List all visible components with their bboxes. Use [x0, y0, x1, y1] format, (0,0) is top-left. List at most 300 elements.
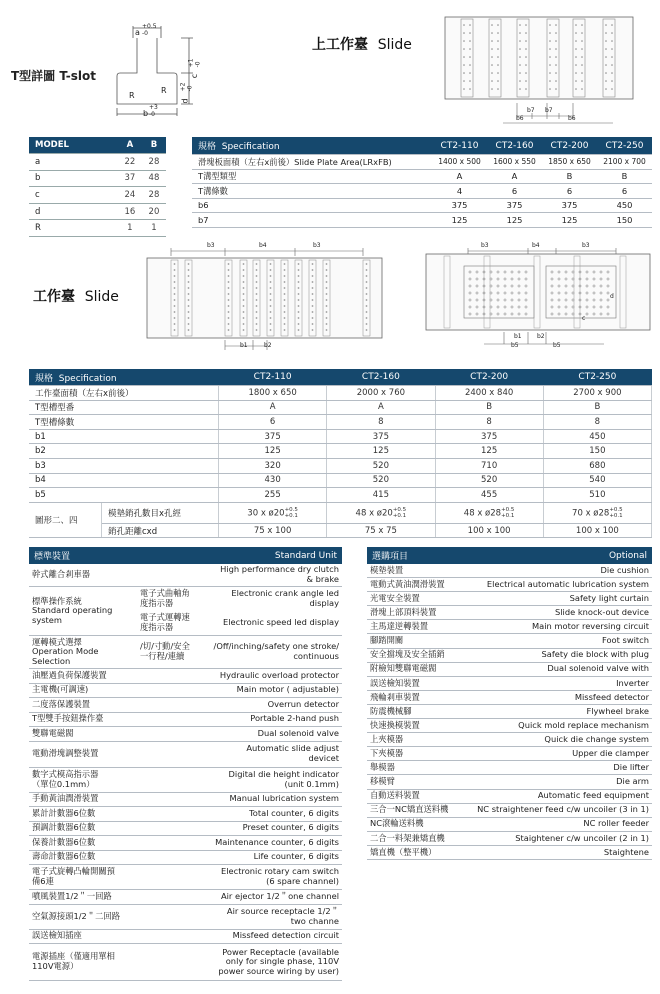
slide-hole [605, 40, 607, 42]
table-spec-label: b4 [29, 473, 219, 488]
slide-hole [519, 72, 521, 74]
table-hole [284, 281, 286, 283]
table-hole [366, 317, 368, 319]
slide-spec-cell: B [542, 169, 597, 184]
model-table [29, 137, 166, 237]
slide-hole [469, 56, 471, 58]
optional-item-en: Flywheel brake [586, 705, 649, 716]
optional-item-zh: 移模臂 [370, 776, 395, 787]
table-spec-pin-cell [543, 502, 651, 523]
table-hole [312, 323, 314, 325]
table-r-label-b5-2: b5 [553, 342, 561, 349]
slide-spec-cell: 2100 x 700 [597, 155, 652, 170]
slide-hole [525, 72, 527, 74]
table-spec-label: b1 [29, 429, 219, 444]
slide-hole [611, 48, 613, 50]
slide-spec-cell: A [487, 169, 542, 184]
tslot-label-a: a [135, 28, 140, 37]
standard-item-en: Hydraulic overload protector [219, 669, 339, 680]
optional-item [367, 592, 652, 606]
optional-item-en: Safety light curtain [569, 592, 649, 603]
table-spec-table [29, 369, 652, 538]
table-hole [188, 275, 190, 277]
slide-hole [555, 88, 557, 90]
slide-spec-header-zh: 規格 [198, 142, 217, 152]
standard-item-zh: 累計計數器6位數 [32, 807, 96, 818]
optional-item-en: Die arm [616, 776, 649, 787]
optional-item [367, 564, 652, 578]
standard-item [29, 564, 342, 587]
table-hole [284, 329, 286, 331]
pin-base: 30 x ø20 [247, 508, 285, 519]
standard-item [29, 636, 342, 669]
slide-spec-model: CT2-200 [542, 137, 597, 155]
table-hole [298, 323, 300, 325]
tslot-label-d-tol: +2 -0 [179, 82, 194, 92]
optional-item-en: Quick die change system [544, 733, 649, 744]
table-hole [228, 293, 230, 295]
table-hole [188, 263, 190, 265]
table-hole [326, 269, 328, 271]
slide-spec-cell: 6 [487, 184, 542, 199]
pin-tol: +0.5 +0.1 [284, 506, 298, 519]
slide-spec-header [192, 137, 432, 155]
table-r-label-b1: b1 [514, 333, 522, 340]
table-hole [188, 269, 190, 271]
optional-item-en: Die lifter [613, 762, 649, 773]
table-title [33, 286, 119, 306]
standard-item-zh: 數字式模高指示器 （單位0.1mm） [32, 768, 99, 789]
slide-hole [549, 56, 551, 58]
table-hole [298, 263, 300, 265]
tslot-label-d: d [180, 98, 190, 104]
slide-hole [469, 80, 471, 82]
slide-hole [611, 32, 613, 34]
table-hole [270, 311, 272, 313]
optional-item-zh: 舉模器 [370, 762, 395, 773]
table-spec-cell: 125 [435, 444, 543, 459]
table-hole [298, 299, 300, 301]
slide-spec-cell: 1850 x 650 [542, 155, 597, 170]
slide-hole [549, 40, 551, 42]
optional-item-en: Dual solenoid valve with [547, 663, 649, 674]
table-hole [174, 281, 176, 283]
slide-hole [549, 72, 551, 74]
table-spec-cell: 6 [219, 415, 327, 430]
tslot-label-a-tol: +0.5 -0 [142, 23, 157, 37]
model-row-label: d [29, 203, 118, 220]
table-spec-cell: 710 [435, 458, 543, 473]
slide-title-zh: 上工作臺 [312, 37, 368, 53]
standard-item [29, 742, 342, 768]
standard-item-zh: 主電機(可調速) [32, 684, 89, 695]
standard-item [29, 807, 342, 822]
optional-item-zh: 防震機械腳 [370, 705, 412, 716]
slide-hole [581, 56, 583, 58]
pin-base: 48 x ø28 [463, 508, 502, 519]
table-hole [188, 311, 190, 313]
table-spec-pin-cell [435, 502, 543, 523]
standard-item [29, 587, 342, 636]
table-hole [174, 299, 176, 301]
standard-item [29, 890, 342, 905]
table-hole [174, 293, 176, 295]
table-hole [256, 305, 258, 307]
slide-hole [463, 56, 465, 58]
optional-item [367, 649, 652, 663]
standard-item [29, 836, 342, 851]
slide-hole [549, 48, 551, 50]
standard-item-en: Overrun detector [267, 698, 339, 709]
model-header-a: A [118, 137, 142, 154]
slide-hole [491, 64, 493, 66]
slide-hole [581, 64, 583, 66]
optional-item-zh: 三合一NC矯直送料機 [370, 804, 449, 815]
standard-item-zh: 手動黃油潤滑裝置 [32, 793, 99, 804]
slide-spec-cell: B [597, 169, 652, 184]
model-cell: 37 [118, 170, 142, 187]
table-hole [284, 263, 286, 265]
slide-hole [605, 48, 607, 50]
slide-spec-cell: 150 [597, 213, 652, 228]
slide-hole [605, 32, 607, 34]
slide-hole [491, 32, 493, 34]
slide-hole [605, 56, 607, 58]
slide-hole [491, 24, 493, 26]
slide-hole [575, 24, 577, 26]
tslot-title: T型詳圖 T-slot [11, 69, 97, 83]
standard-title-zh: 標準裝置 [34, 552, 71, 562]
table-hole [326, 299, 328, 301]
table-hole [284, 293, 286, 295]
table-hole [312, 281, 314, 283]
table-hole [228, 287, 230, 289]
table-hole [243, 263, 245, 265]
table-spec-cell: 430 [219, 473, 327, 488]
table-hole [188, 329, 190, 331]
slide-hole [519, 80, 521, 82]
table-hole [174, 263, 176, 265]
slide-spec-label: T溝型類型 [192, 169, 432, 184]
slide-spec-label: 滑塊板面積（左右x前後）Slide Plate Area(LRxFB) [192, 155, 432, 170]
table-hole [243, 287, 245, 289]
table-hole [256, 317, 258, 319]
table-spec-cell: 255 [219, 488, 327, 503]
table-hole [243, 323, 245, 325]
table-spec-cell: 520 [327, 458, 435, 473]
table-hole [366, 305, 368, 307]
table-hole [256, 293, 258, 295]
optional-item-en: NC roller feeder [583, 818, 649, 829]
table-spec-dist-label: 銷孔距離cxd [102, 523, 219, 538]
table-spec-group-label: 圖形二、四 [29, 502, 102, 538]
slide-hole [491, 48, 493, 50]
table-spec-label: 工作臺面積（左右x前後） [29, 386, 219, 401]
slide-hole [581, 24, 583, 26]
table-hole [312, 305, 314, 307]
model-cell: 24 [118, 187, 142, 204]
table-hole [228, 269, 230, 271]
standard-unit-list [29, 547, 342, 981]
table-hole [312, 287, 314, 289]
slide-hole [555, 24, 557, 26]
table-hole [270, 323, 272, 325]
table-hole [174, 317, 176, 319]
slide-hole [491, 88, 493, 90]
table-spec-cell: 540 [543, 473, 651, 488]
optional-item [367, 578, 652, 592]
standard-item-en: Automatic slide adjust devicet [246, 743, 339, 763]
table-r-label-d: d [610, 293, 614, 300]
optional-item [367, 705, 652, 719]
table-spec-cell: 520 [327, 473, 435, 488]
table-spec-header-en: Specification [58, 373, 117, 384]
standard-item [29, 930, 342, 945]
slide-hole [611, 72, 613, 74]
table-spec-cell: 8 [327, 415, 435, 430]
table-label-b4: b4 [259, 242, 267, 249]
table-hole [270, 305, 272, 307]
table-spec-cell: B [435, 400, 543, 415]
slide-hole [463, 88, 465, 90]
table-hole [256, 263, 258, 265]
table-hole [228, 323, 230, 325]
table-hole [284, 311, 286, 313]
table-hole [366, 281, 368, 283]
standard-item-en: Preset counter, 6 digits [242, 822, 339, 833]
table-hole [174, 269, 176, 271]
optional-item-en: Electrical automatic lubrication system [486, 578, 649, 589]
model-header-b: B [142, 137, 166, 154]
table-hole [188, 287, 190, 289]
standard-item-en: Electronic rotary cam switch (6 spare channel) [221, 866, 339, 886]
standard-item-zh: 二度落保護裝置 [32, 698, 91, 709]
table-spec-header-zh: 規格 [35, 373, 54, 384]
table-r-label-b3-1: b3 [481, 242, 489, 249]
optional-item [367, 747, 652, 761]
standard-item-en: Maintenance counter, 6 digits [215, 836, 339, 847]
table-hole [256, 287, 258, 289]
table-hole [312, 311, 314, 313]
slide-hole [469, 32, 471, 34]
model-row-label: R [29, 220, 118, 237]
slide-hole [469, 88, 471, 90]
slide-hole [549, 24, 551, 26]
table-hole [312, 293, 314, 295]
optional-item [367, 663, 652, 677]
table-r-label-b4: b4 [532, 242, 540, 249]
slide-hole [463, 80, 465, 82]
standard-subitem-zh: /切/寸動/安全 一行程/連續 [140, 641, 190, 661]
slide-hole [611, 40, 613, 42]
table-hole [366, 329, 368, 331]
standard-item [29, 944, 342, 981]
table-spec-pin-cell [327, 502, 435, 523]
slide-hole [463, 64, 465, 66]
table-hole [256, 323, 258, 325]
slide-hole [463, 48, 465, 50]
standard-item-en: Dual solenoid valve [257, 727, 339, 738]
slide-hole [497, 80, 499, 82]
pin-tol: +0.5 +0.1 [609, 506, 623, 519]
slide-hole [605, 88, 607, 90]
table-hole [188, 317, 190, 319]
table-spec-cell: 375 [327, 429, 435, 444]
model-row-label: b [29, 170, 118, 187]
model-cell: 22 [118, 154, 142, 171]
slide-hole [581, 88, 583, 90]
optional-title-zh: 選購項目 [372, 552, 409, 562]
table-hole [312, 275, 314, 277]
standard-item-zh: T型雙手按鈕操作臺 [32, 713, 104, 724]
slide-hole [469, 64, 471, 66]
slide-hole [463, 24, 465, 26]
table-hole [243, 275, 245, 277]
optional-item-zh: 快速換模裝置 [370, 719, 420, 730]
standard-item-en: Portable 2-hand push [250, 713, 339, 724]
pin-base: 70 x ø28 [572, 508, 610, 519]
table-spec-cell: 125 [219, 444, 327, 459]
table-hole [312, 317, 314, 319]
standard-item [29, 905, 342, 930]
standard-subitem-zh: 電子式曲軸角 度指示器 [140, 588, 190, 608]
table-hole [326, 263, 328, 265]
table-hole [366, 287, 368, 289]
slide-hole [491, 56, 493, 58]
table-hole [256, 299, 258, 301]
table-spec-cell: 450 [543, 429, 651, 444]
optional-item-en: Automatic feed equipment [537, 790, 649, 801]
table-spec-header [29, 369, 219, 386]
table-spec-cell: 2000 x 760 [327, 386, 435, 401]
table-spec-model: CT2-160 [327, 369, 435, 386]
slide-spec-cell: A [432, 169, 487, 184]
slide-hole [469, 72, 471, 74]
slide-spec-label: b7 [192, 213, 432, 228]
model-cell: 1 [118, 220, 142, 237]
optional-item-en: Main motor reversing circuit [531, 621, 649, 632]
table-spec-model: CT2-110 [219, 369, 327, 386]
table-spec-cell: B [543, 400, 651, 415]
table-hole [312, 299, 314, 301]
slide-hole [491, 40, 493, 42]
slide-spec-label: T溝條數 [192, 184, 432, 199]
standard-item [29, 669, 342, 684]
table-hole [174, 311, 176, 313]
standard-item [29, 727, 342, 742]
table-hole [298, 287, 300, 289]
slide-hole [575, 88, 577, 90]
slide-spec-cell: 6 [597, 184, 652, 199]
slide-hole [555, 32, 557, 34]
tslot-label-b-tol: +3 -0 [149, 104, 158, 118]
table-hole [228, 317, 230, 319]
slide-hole [611, 64, 613, 66]
table-r-label-b3-2: b3 [582, 242, 590, 249]
optional-item-zh: 附檢知雙聯電磁閥 [370, 663, 437, 674]
slide-hole [581, 72, 583, 74]
table-spec-cell: 520 [435, 473, 543, 488]
optional-item-en: NC straightener feed c/w uncoiler (3 in 1) [477, 804, 649, 815]
table-spec-cell: A [219, 400, 327, 415]
table-hole [270, 281, 272, 283]
slide-hole [525, 24, 527, 26]
standard-item-en: Air source receptacle 1/2＂ two channe [226, 905, 339, 926]
slide-spec-cell: 125 [432, 213, 487, 228]
standard-item [29, 698, 342, 713]
standard-subitem [140, 613, 342, 632]
table-hole [174, 329, 176, 331]
standard-subitem [140, 642, 342, 661]
slide-hole [575, 64, 577, 66]
table-hole [326, 329, 328, 331]
standard-item-en: Digital die height indicator (unit 0.1mm) [228, 768, 339, 789]
slide-hole [497, 64, 499, 66]
optional-item-en: Safety die block with plug [541, 649, 649, 660]
table-hole [284, 299, 286, 301]
slide-spec-cell: 125 [542, 213, 597, 228]
standard-item-zh: 油壓過負荷保護裝置 [32, 669, 107, 680]
optional-item [367, 606, 652, 620]
table-title-en: Slide [84, 289, 119, 305]
slide-spec-cell: 125 [487, 213, 542, 228]
slide-hole [549, 80, 551, 82]
standard-subitem-zh: 電子式運轉速 度指示器 [140, 612, 190, 632]
optional-item-zh: 腳踏開關 [370, 635, 404, 646]
slide-spec-header-en: Specification [221, 142, 280, 152]
table-hole [298, 275, 300, 277]
table-label-b2: b2 [264, 342, 272, 349]
table-hole [298, 317, 300, 319]
slide-hole [549, 88, 551, 90]
standard-item-en: Total counter, 6 digits [249, 807, 339, 818]
table-spec-cell: 2400 x 840 [435, 386, 543, 401]
slide-spec-cell: 4 [432, 184, 487, 199]
table-spec-cell: 320 [219, 458, 327, 473]
table-hole [284, 305, 286, 307]
table-spec-cell: 150 [543, 444, 651, 459]
table-hole [174, 323, 176, 325]
table-hole [270, 329, 272, 331]
table-hole [270, 299, 272, 301]
slide-title-en: Slide [377, 37, 412, 53]
slide-hole [555, 80, 557, 82]
table-hole [228, 263, 230, 265]
table-hole [284, 323, 286, 325]
optional-item-zh: 二合一料架兼矯直機 [370, 832, 445, 843]
slide-spec-model: CT2-110 [432, 137, 487, 155]
standard-subitem-en: Electronic speed led display [222, 617, 339, 628]
tslot-label-r-left: R [129, 91, 135, 100]
optional-item-zh: 上夾模器 [370, 733, 404, 744]
slide-hole [519, 24, 521, 26]
standard-subitem-en: /Off/inching/safety one stroke/ continuous [213, 641, 339, 661]
slide-hole [525, 56, 527, 58]
table-hole [312, 263, 314, 265]
slide-hole [575, 56, 577, 58]
optional-item [367, 804, 652, 818]
table-spec-dist-cell: 75 x 75 [327, 523, 435, 538]
table-spec-label: b5 [29, 488, 219, 503]
table-hole [284, 287, 286, 289]
slide-hole [463, 32, 465, 34]
table-hole [270, 263, 272, 265]
slide-hole [497, 72, 499, 74]
optional-item-en: Staightene [603, 846, 649, 857]
table-spec-dist-cell: 75 x 100 [219, 523, 327, 538]
table-hole [174, 305, 176, 307]
slide-hole [525, 40, 527, 42]
